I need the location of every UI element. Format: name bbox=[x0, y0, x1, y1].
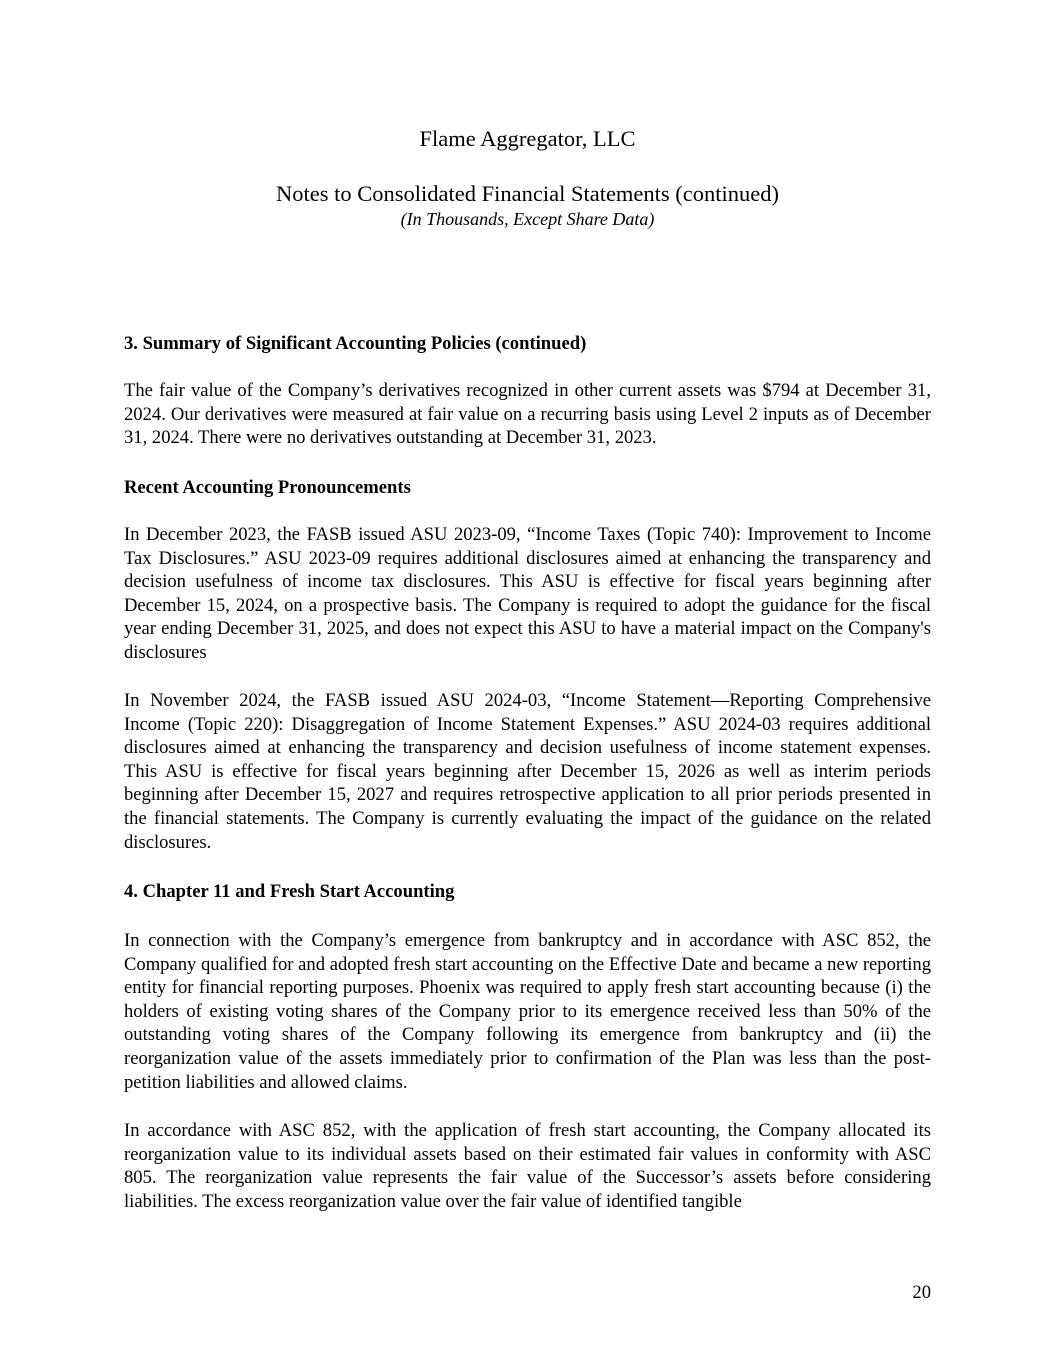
paragraph-reorganization-value: In accordance with ASC 852, with the application of fresh start accounting, the Company allocated its reorganization value to its individual assets based on their estimated fair values in conformity with ASC 805. The reorganization value represents the fair value of the Successor’s assets before considering liabilities. The excess reorganization value over the fair value of identified tangible bbox=[124, 1120, 931, 1212]
section-heading-chapter-11: 4. Chapter 11 and Fresh Start Accounting bbox=[124, 881, 455, 902]
document-subtitle: (In Thousands, Except Share Data) bbox=[400, 209, 655, 229]
section-heading-recent-pronouncements: Recent Accounting Pronouncements bbox=[124, 477, 411, 498]
paragraph-asu-2024-03: In November 2024, the FASB issued ASU 2024-03, “Income Statement—Reporting Comprehensive Income (Topic 220): Disaggregation of Income Statement Expenses.” ASU 2024-03 requires additional disclosures aimed at enhancing the transparency and decision usefulness of income statement expenses. This ASU is effective for fiscal years beginning after December 15, 2026 as well as interim periods beginning after December 15, 2027 and requires retrospective application to all prior periods presented in the financial statements. The Company is currently evaluating the impact of the guidance on the related disclosures. bbox=[124, 690, 931, 853]
paragraph-fresh-start-emergence: In connection with the Company’s emergence from bankruptcy and in accordance with ASC 852, the Company qualified for and adopted fresh start accounting on the Effective Date and became a new reporting entity for financial reporting purposes. Phoenix was required to apply fresh start accounting because (i) the holders of existing voting shares of the Company prior to its emergence received less than 50% of the outstanding voting shares of the Company following its emergence from bankruptcy and (ii) the reorganization value of the assets immediately prior to confirmation of the Plan was less than the post-petition liabilities and allowed claims. bbox=[124, 930, 931, 1093]
page-number: 20 bbox=[912, 1282, 931, 1303]
paragraph-asu-2023-09: In December 2023, the FASB issued ASU 2023-09, “Income Taxes (Topic 740): Improvement to Income Tax Disclosures.” ASU 2023-09 requires additional disclosures aimed at enhancing the transparency and decision usefulness of income tax disclosures. This ASU is effective for fiscal years beginning after December 15, 2024, on a prospective basis. The Company is required to adopt the guidance for the fiscal year ending December 31, 2025, and does not expect this ASU to have a material impact on the Company's disclosures bbox=[124, 524, 931, 663]
paragraph-derivatives-fair-value: The fair value of the Company’s derivatives recognized in other current assets was $794 at December 31, 2024. Our derivatives were measured at fair value on a recurring basis using Level 2 inputs as of December 31, 2024. There were no derivatives outstanding at December 31, 2023. bbox=[124, 380, 931, 449]
company-name: Flame Aggregator, LLC bbox=[419, 126, 636, 151]
document-title: Notes to Consolidated Financial Statements (continued) bbox=[275, 181, 780, 206]
section-heading-accounting-policies: 3. Summary of Significant Accounting Policies (continued) bbox=[124, 333, 587, 354]
